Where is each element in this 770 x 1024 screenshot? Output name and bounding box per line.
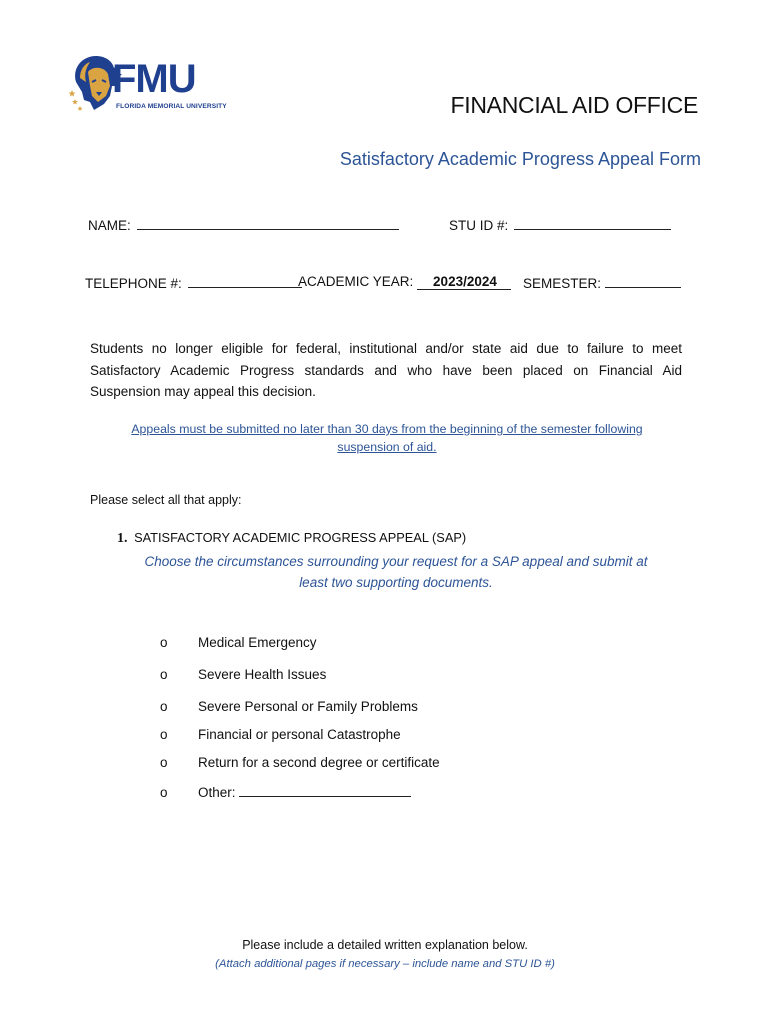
- stu-id-input-line[interactable]: [514, 216, 671, 230]
- sap-number: 1.: [117, 531, 128, 546]
- option-other[interactable]: [160, 784, 411, 800]
- option-label: Return for a second degree or certificate: [198, 755, 440, 770]
- form-title: Satisfactory Academic Progress Appeal Form: [339, 149, 701, 169]
- academic-year-field: [298, 274, 511, 290]
- sap-heading: [117, 530, 466, 547]
- option-label: Other:: [198, 785, 236, 800]
- intro-paragraph: Students no longer eligible for federal, institutional and/or state aid due to failure to meet Satisfactory Academic Progress standards and who have been placed on Financial Aid Suspension may appeal this decision.: [90, 341, 682, 399]
- sap-instructions-line-2: least two supporting documents.: [299, 575, 493, 590]
- attach-note: (Attach additional pages if necessary – include name and STU ID #): [215, 958, 555, 970]
- logo-letters: FMU: [112, 57, 196, 101]
- telephone-field: [85, 274, 302, 291]
- other-input-line[interactable]: [239, 784, 411, 797]
- option-bullet[interactable]: o: [160, 699, 168, 714]
- semester-input-line[interactable]: [605, 274, 681, 288]
- option-label: Severe Personal or Family Problems: [198, 699, 418, 714]
- semester-field: [523, 274, 681, 291]
- option-medical-emergency[interactable]: [160, 635, 317, 650]
- option-label: Financial or personal Catastrophe: [198, 727, 401, 742]
- academic-year-value[interactable]: 2023/2024: [417, 274, 511, 290]
- option-bullet[interactable]: o: [160, 785, 168, 800]
- stu-id-label: STU ID #:: [449, 218, 509, 233]
- deadline-note: [98, 421, 676, 456]
- option-label: Medical Emergency: [198, 635, 317, 650]
- option-bullet[interactable]: o: [160, 667, 168, 682]
- select-all-instruction: Please select all that apply:: [90, 493, 242, 507]
- option-severe-personal-family[interactable]: [160, 699, 418, 714]
- sap-heading-text: SATISFACTORY ACADEMIC PROGRESS APPEAL (SAP): [134, 530, 467, 545]
- academic-year-label: ACADEMIC YEAR:: [298, 274, 414, 289]
- option-second-degree[interactable]: [160, 755, 440, 770]
- option-bullet[interactable]: o: [160, 755, 168, 770]
- telephone-label: TELEPHONE #:: [85, 276, 182, 291]
- semester-label: SEMESTER:: [523, 276, 602, 291]
- option-bullet[interactable]: o: [160, 727, 168, 742]
- option-financial-catastrophe[interactable]: [160, 727, 401, 742]
- deadline-line-1: Appeals must be submitted no later than 30 days from the beginning of the semester following: [131, 422, 643, 436]
- sap-instructions: [130, 551, 662, 593]
- deadline-line-2: suspension of aid.: [337, 439, 437, 454]
- name-label: NAME:: [88, 218, 131, 233]
- stu-id-field: [449, 216, 671, 233]
- name-field: [88, 216, 399, 233]
- name-input-line[interactable]: [137, 216, 399, 230]
- office-title: FINANCIAL AID OFFICE: [450, 92, 698, 118]
- logo-subtitle: FLORIDA MEMORIAL UNIVERSITY: [116, 103, 227, 110]
- option-bullet[interactable]: o: [160, 635, 168, 650]
- fmu-logo: [66, 52, 236, 118]
- telephone-input-line[interactable]: [188, 274, 302, 288]
- sap-instructions-line-1: Choose the circumstances surrounding your request for a SAP appeal and submit at: [144, 554, 648, 569]
- option-label: Severe Health Issues: [198, 667, 327, 682]
- explanation-instruction: Please include a detailed written explanation below.: [242, 938, 528, 952]
- option-severe-health-issues[interactable]: [160, 667, 326, 682]
